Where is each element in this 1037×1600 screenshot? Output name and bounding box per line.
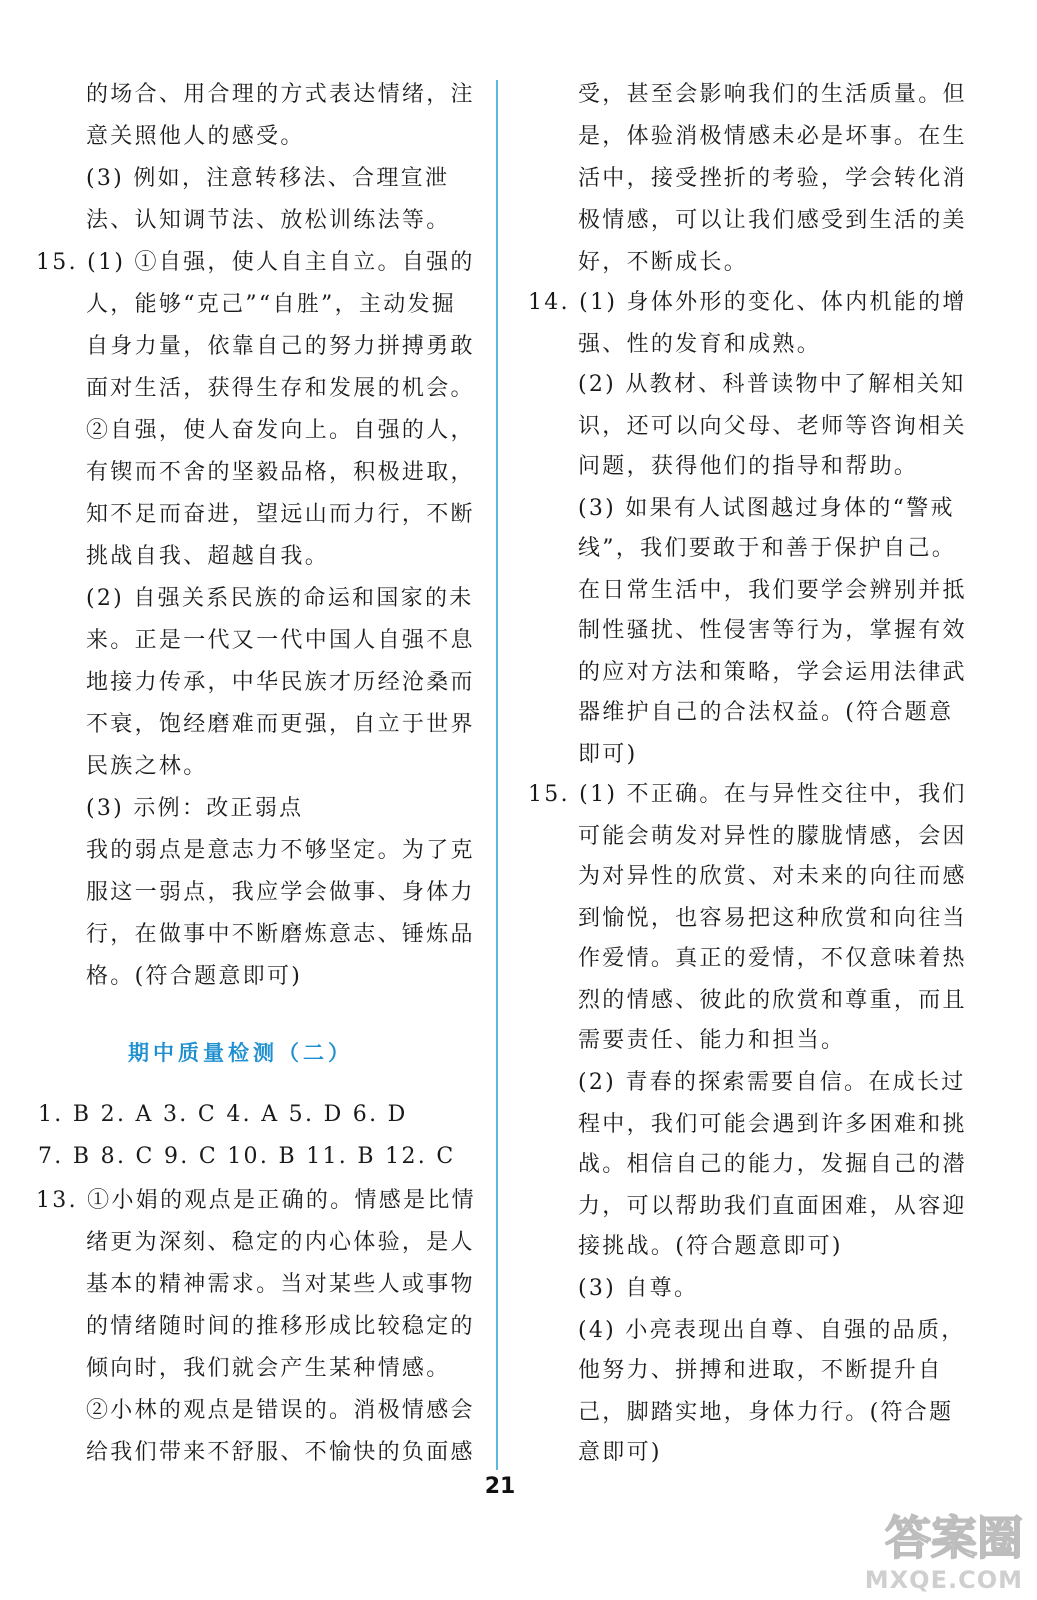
text-line: 他努力、拼搏和进取，不断提升自 (578, 1358, 943, 1383)
text-line: 格。(符合题意即可) (86, 964, 303, 989)
text-line: 知不足而奋进，望远山而力行，不断 (86, 502, 475, 527)
text-line: (3) 自尊。 (578, 1276, 699, 1301)
watermark-logo (864, 1502, 1023, 1594)
text-line: (3) 例如，注意转移法、合理宣泄 (86, 166, 450, 191)
text-line: 倾向时，我们就会产生某种情感。 (86, 1356, 451, 1381)
text-line: 受，甚至会影响我们的生活质量。但 (578, 82, 967, 107)
text-line: 制性骚扰、性侵害等行为，掌握有效 (578, 618, 967, 643)
text-line: 力，可以帮助我们直面困难，从容迎 (578, 1194, 967, 1219)
answer-key-row: 1. B 2. A 3. C 4. A 5. D 6. D (38, 1102, 408, 1127)
text-line: 民族之林。 (86, 754, 208, 779)
text-line: 识，还可以向父母、老师等咨询相关 (578, 414, 967, 439)
text-line: 基本的精神需求。当对某些人或事物 (86, 1272, 475, 1297)
text-line: 意即可) (578, 1440, 662, 1465)
text-line: 需要责任、能力和担当。 (578, 1028, 846, 1053)
text-line: 行，在做事中不断磨炼意志、锤炼品 (86, 922, 475, 947)
text-line: 活中，接受挫折的考验，学会转化消 (578, 166, 967, 191)
text-line: 地接力传承，中华民族才历经沧桑而 (86, 670, 475, 695)
text-line: 自身力量，依靠自己的努力拼搏勇敢 (86, 334, 475, 359)
text-line: 可能会萌发对异性的朦胧情感，会因 (578, 824, 967, 849)
text-line: (4) 小亮表现出自尊、自强的品质， (578, 1318, 966, 1343)
text-line: 线”，我们要敢于和善于保护自己。 (578, 536, 957, 561)
section-title: 期中质量检测（二） (128, 1041, 353, 1065)
text-line: 不衰，饱经磨难而更强，自立于世界 (86, 712, 475, 737)
text-line: 即可) (578, 742, 638, 767)
text-line: 器维护自己的合法权益。(符合题意 (578, 700, 954, 725)
text-line: 问题，获得他们的指导和帮助。 (578, 454, 919, 479)
text-line: ②自强，使人奋发向上。自强的人， (86, 418, 475, 443)
text-line: 烈的情感、彼此的欣赏和尊重，而且 (578, 988, 967, 1013)
text-line: (3) 示例：改正弱点 (86, 796, 304, 821)
text-line: 人，能够“克己”“自胜”，主动发掘 (86, 292, 457, 317)
text-line: (2) 从教材、科普读物中了解相关知 (578, 372, 966, 397)
text-line: 为对异性的欣赏、对未来的向往而感 (578, 864, 967, 889)
text-line: 在日常生活中，我们要学会辨别并抵 (578, 578, 967, 603)
text-line: ②小林的观点是错误的。消极情感会 (86, 1398, 475, 1423)
text-line: 法、认知调节法、放松训练法等。 (86, 208, 451, 233)
question-15-start: 15. (1) 不正确。在与异性交往中，我们 (528, 782, 967, 807)
watermark-url: MXQE.COM (864, 1566, 1023, 1594)
question-14-start: 14. (1) 身体外形的变化、体内机能的增 (528, 290, 967, 315)
watermark-text: 答案圈 (885, 1511, 1023, 1565)
text-line: 己，脚踏实地，身体力行。(符合题 (578, 1400, 954, 1425)
text-line: 有锲而不舍的坚毅品格，积极进取， (86, 460, 475, 485)
page-number: 21 (484, 1474, 516, 1499)
text-line: 好，不断成长。 (578, 250, 749, 275)
text-line: 战。相信自己的能力，发掘自己的潜 (578, 1152, 967, 1177)
text-line: (2) 青春的探索需要自信。在成长过 (578, 1070, 966, 1095)
text-line: 的情绪随时间的推移形成比较稳定的 (86, 1314, 475, 1339)
text-line: 到愉悦，也容易把这种欣赏和向往当 (578, 906, 967, 931)
column-divider (496, 80, 498, 1470)
text-line: 服这一弱点，我应学会做事、身体力 (86, 880, 475, 905)
text-line: 面对生活，获得生存和发展的机会。 (86, 376, 475, 401)
question-15-start: 15. (1) ①自强，使人自主自立。自强的 (36, 250, 475, 275)
text-line: 给我们带来不舒服、不愉快的负面感 (86, 1440, 475, 1465)
text-line: 挑战自我、超越自我。 (86, 544, 330, 569)
text-line: (3) 如果有人试图越过身体的“警戒 (578, 496, 955, 521)
text-line: 接挑战。(符合题意即可) (578, 1234, 843, 1259)
text-line: 的场合、用合理的方式表达情绪，注 (86, 82, 475, 107)
text-line: 极情感，可以让我们感受到生活的美 (578, 208, 967, 233)
text-line: 强、性的发育和成熟。 (578, 332, 822, 357)
answer-key-row: 7. B 8. C 9. C 10. B 11. B 12. C (38, 1144, 456, 1169)
text-line: 作爱情。真正的爱情，不仅意味着热 (578, 946, 967, 971)
question-13-start: 13. ①小娟的观点是正确的。情感是比情 (36, 1188, 476, 1213)
text-line: 的应对方法和策略，学会运用法律武 (578, 660, 967, 685)
text-line: (2) 自强关系民族的命运和国家的未 (86, 586, 474, 611)
text-line: 是，体验消极情感未必是坏事。在生 (578, 124, 967, 149)
text-line: 我的弱点是意志力不够坚定。为了克 (86, 838, 475, 863)
text-line: 意关照他人的感受。 (86, 124, 305, 149)
text-line: 绪更为深刻、稳定的内心体验，是人 (86, 1230, 475, 1255)
text-line: 程中，我们可能会遇到许多困难和挑 (578, 1112, 967, 1137)
text-line: 来。正是一代又一代中国人自强不息 (86, 628, 475, 653)
